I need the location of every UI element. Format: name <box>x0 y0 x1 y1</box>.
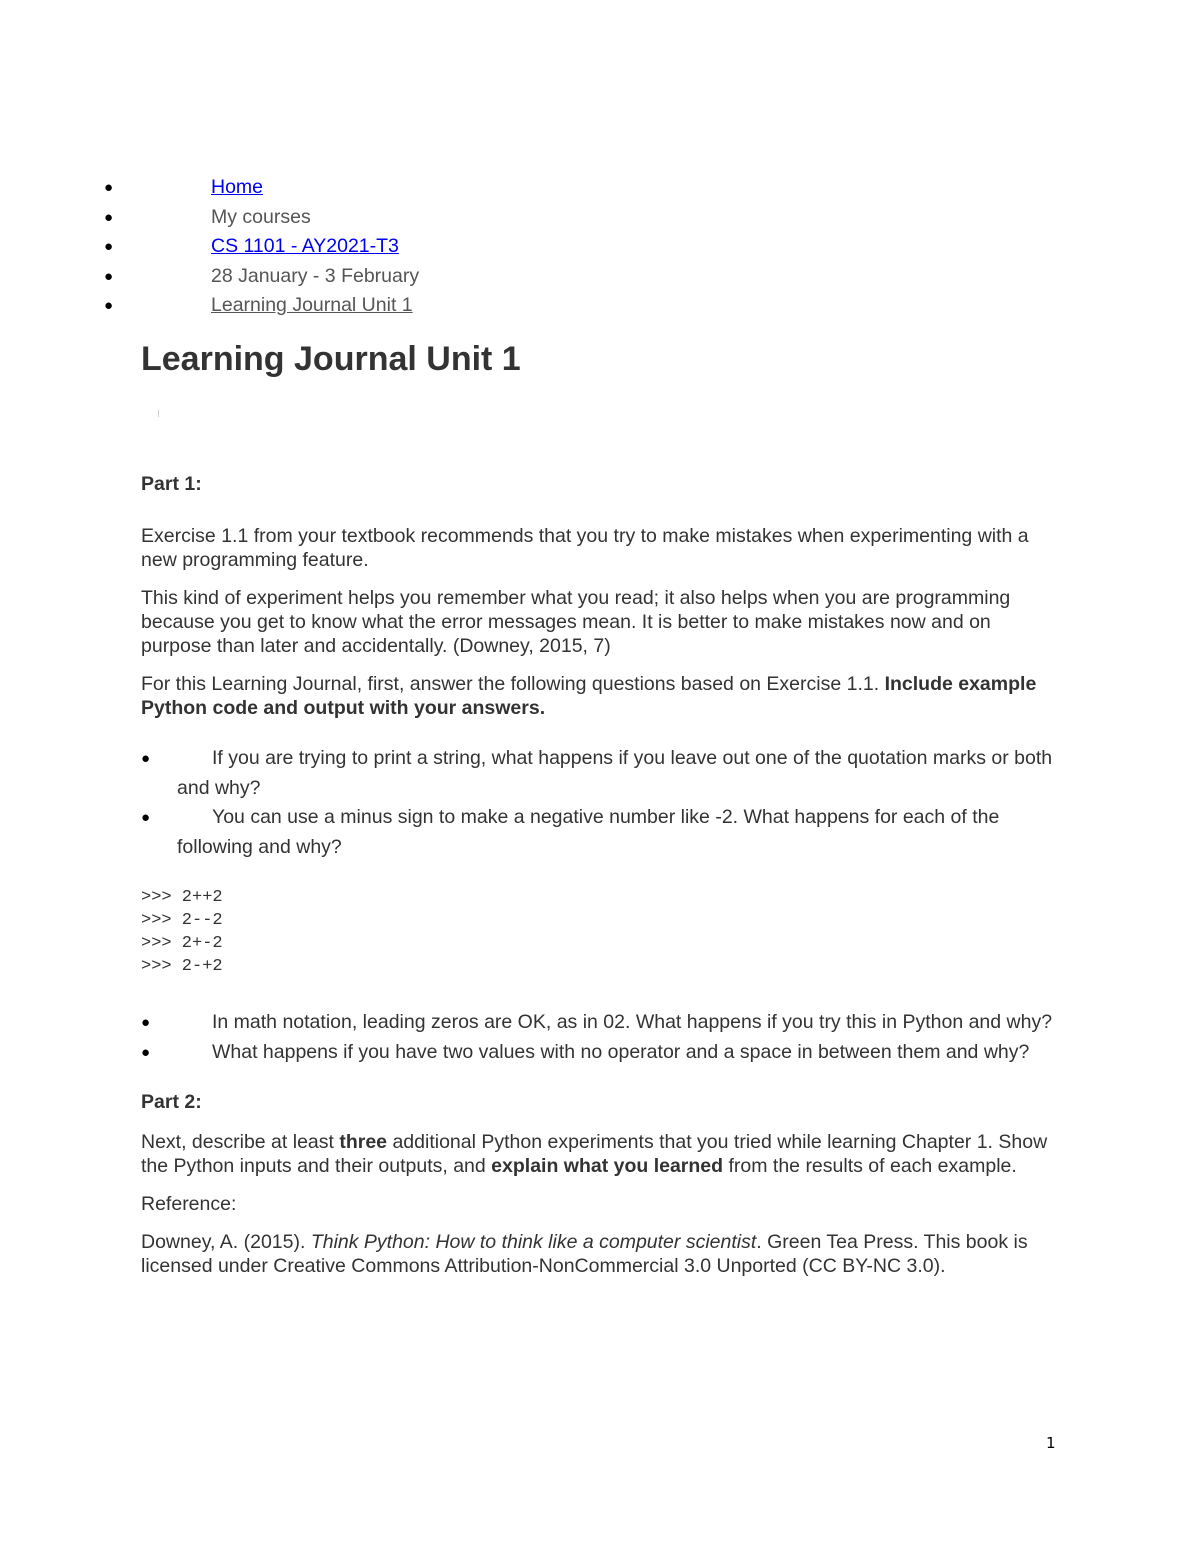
part2-paragraph <box>141 1130 1066 1178</box>
reference-label: Reference: <box>141 1193 237 1215</box>
part2-text: additional Python experiments that you tried while learning Chapter 1. Show the Python inputs and their outputs, and <box>141 1131 1048 1177</box>
reference-citation <box>141 1230 1066 1278</box>
question-text: What happens if you have two values with no operator and a space in between them and why? <box>212 1040 1030 1063</box>
learning-journal-link[interactable]: Learning Journal Unit 1 <box>211 294 413 317</box>
bullet-icon: ● <box>141 809 151 826</box>
bullet-icon: ● <box>104 208 114 226</box>
course-link[interactable]: CS 1101 - AY2021-T3 <box>211 235 399 258</box>
breadcrumb-item-home <box>0 173 900 203</box>
bullet-icon: ● <box>141 1014 151 1031</box>
part2-text: from the results of each example. <box>723 1155 1017 1177</box>
breadcrumb-item-my-courses <box>0 203 900 233</box>
part1-paragraph-1: Exercise 1.1 from your textbook recommends that you try to make mistakes when experimenting with a new programming feature. <box>141 525 1029 571</box>
instructions-emphasis: Include example Python code and output with your answers. <box>141 673 1037 719</box>
list-item <box>141 803 1066 862</box>
list-item <box>141 744 1066 803</box>
assignment-content <box>141 472 1066 1278</box>
part2-emphasis: three <box>339 1131 388 1153</box>
page-number: 1 <box>1046 1434 1056 1452</box>
part2-text: Next, describe at least <box>141 1131 340 1153</box>
code-block <box>141 886 1066 978</box>
list-item <box>141 1008 1066 1038</box>
code-line: >>> 2--2 <box>141 911 223 930</box>
my-courses-label: My courses <box>211 205 311 228</box>
divider-mark <box>158 410 159 417</box>
breadcrumb-item-journal <box>0 291 900 321</box>
part2-emphasis: explain what you learned <box>491 1155 724 1177</box>
part1-paragraph-2: This kind of experiment helps you remember what you read; it also helps when you are programming because you get to know what the error messages mean. It is better to make mistakes now and on purpose than later and accidentally. (Downey, 2015, 7) <box>141 587 1011 657</box>
breadcrumb-item-course <box>0 232 900 262</box>
bullet-icon: ● <box>104 238 114 256</box>
part1-heading: Part 1: <box>141 473 202 495</box>
code-line: >>> 2-+2 <box>141 957 223 976</box>
bullet-icon: ● <box>104 179 114 196</box>
code-line: >>> 2++2 <box>141 888 223 907</box>
part2-heading: Part 2: <box>141 1091 202 1113</box>
list-item <box>141 1038 1066 1068</box>
question-list-b <box>141 1008 1066 1067</box>
question-list-a <box>141 744 1066 862</box>
code-line: >>> 2+-2 <box>141 934 223 953</box>
home-link[interactable]: Home <box>211 176 264 198</box>
bullet-icon: ● <box>141 1043 151 1061</box>
breadcrumb-item-week <box>0 262 900 292</box>
breadcrumb <box>0 173 900 321</box>
page-title: Learning Journal Unit 1 <box>141 340 521 378</box>
question-text: If you are trying to print a string, what happens if you leave out one of the quotation marks or both and why? <box>177 747 1053 799</box>
citation-book-title: Think Python: How to think like a computer scientist <box>310 1231 757 1253</box>
question-text: You can use a minus sign to make a negative number like -2. What happens for each of the following and why? <box>177 806 1000 858</box>
bullet-icon: ● <box>104 297 114 315</box>
question-text: In math notation, leading zeros are OK, as in 02. What happens if you try this in Python and why? <box>212 1011 1053 1033</box>
bullet-icon: ● <box>141 750 151 767</box>
instructions-text: For this Learning Journal, first, answer the following questions based on Exercise 1.1. <box>141 673 885 695</box>
part1-paragraph-3 <box>141 672 1066 720</box>
week-label: 28 January - 3 February <box>211 264 420 287</box>
citation-author: Downey, A. (2015). <box>141 1231 311 1253</box>
citation-publisher: . Green Tea Press. This book is licensed under Creative Commons Attribution-NonCommercial 3.0 Unported (CC BY-NC 3.0). <box>141 1231 1028 1277</box>
bullet-icon: ● <box>104 267 114 285</box>
